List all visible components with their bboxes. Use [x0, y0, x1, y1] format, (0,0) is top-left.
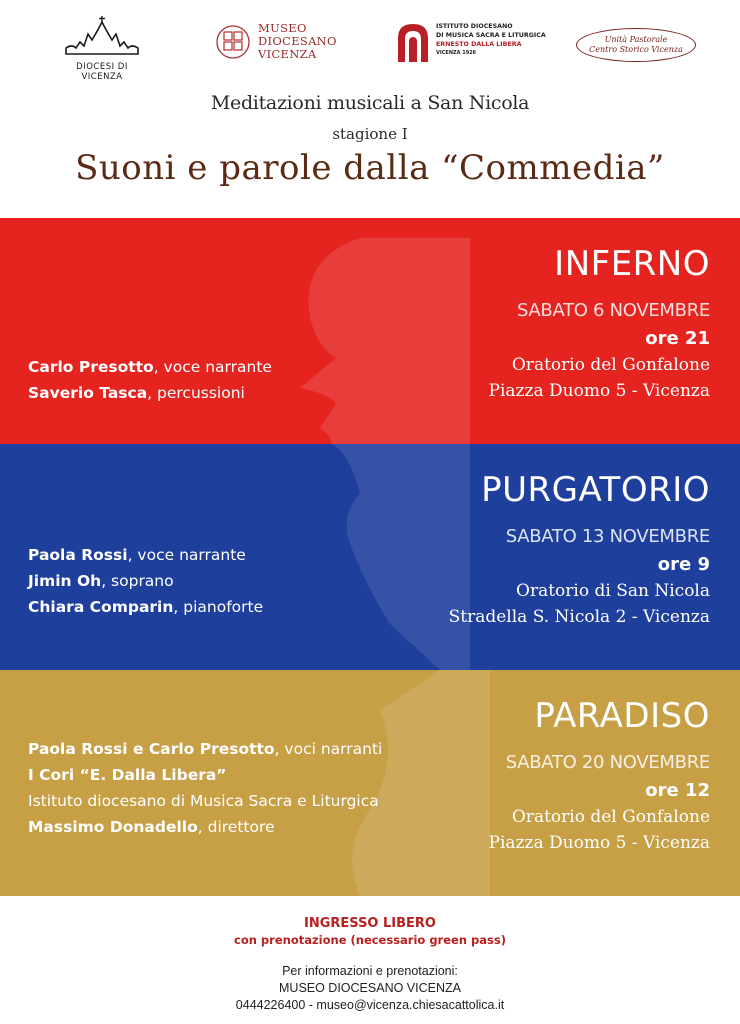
season-label: stagione I [332, 125, 408, 143]
performer-line [28, 354, 272, 380]
performer-name: I Cori “E. Dalla Libera” [28, 766, 227, 784]
inferno-place [489, 352, 710, 404]
performer-role: , voce narrante [127, 546, 246, 564]
inferno-venue: Oratorio del Gonfalone [511, 355, 710, 375]
purgatorio-address: Stradella S. Nicola 2 - Vicenza [448, 607, 710, 627]
paradiso-place [489, 804, 710, 856]
performer-role: , direttore [197, 818, 275, 836]
paradiso-band [0, 670, 740, 896]
performer-line [28, 568, 263, 594]
museo-line-1: MUSEO [258, 21, 307, 35]
performer-role: , soprano [101, 572, 174, 590]
istituto-line-4: VICENZA 1926 [436, 50, 477, 56]
unita-line-1: Unità Pastorale [604, 35, 668, 44]
info-label: Per informazioni e prenotazioni: [282, 964, 458, 978]
paradiso-title: PARADISO [534, 696, 710, 736]
event-series-subtitle: Meditazioni musicali a San Nicola [210, 92, 530, 114]
inferno-performers [28, 354, 272, 406]
performer-role: , voci narranti [274, 740, 383, 758]
performer-line [28, 594, 263, 620]
purgatorio-date: SABATO 13 NOVEMBRE [505, 526, 710, 547]
performer-role: , voce narrante [153, 358, 272, 376]
performer-role: Istituto diocesano di Musica Sacra e Liturgica [28, 792, 379, 810]
istituto-line-1: ISTITUTO DIOCESANO [436, 23, 513, 30]
performer-name: Saverio Tasca [28, 384, 148, 402]
performer-role: , pianoforte [173, 598, 264, 616]
performer-name: Chiara Comparin [28, 598, 174, 616]
purgatorio-place [449, 578, 710, 630]
performer-role: , percussioni [147, 384, 245, 402]
arch-icon [396, 22, 430, 62]
purgatorio-time: ore 9 [657, 554, 710, 575]
page-title: Suoni e parole dalla “Commedia” [75, 148, 665, 188]
inferno-address: Piazza Duomo 5 - Vicenza [488, 381, 710, 401]
dante-profile-icon [240, 444, 470, 670]
paradiso-time: ore 12 [645, 780, 710, 801]
unita-line-2: Centro Storico Vicenza [589, 45, 683, 54]
performer-name: Paola Rossi e Carlo Presotto [28, 740, 275, 758]
organizer-name: MUSEO DIOCESANO VICENZA [279, 981, 461, 995]
diocesi-logo [56, 14, 148, 82]
performer-line [28, 736, 382, 762]
contact-line[interactable]: 0444226400 - museo@vicenza.chiesacattolica.it [235, 998, 505, 1012]
istituto-line-3: ERNESTO DALLA LIBERA [436, 41, 522, 48]
diocesi-label: DIOCESI DI VICENZA [76, 62, 128, 82]
performer-line [28, 762, 382, 788]
museo-line-2: DIOCESANO [258, 34, 337, 48]
museo-logo [214, 14, 364, 72]
performer-line [28, 542, 263, 568]
contact-info [0, 963, 740, 1014]
inferno-time: ore 21 [645, 328, 710, 349]
museo-emblem-icon [214, 20, 252, 64]
purgatorio-title: PURGATORIO [481, 470, 710, 510]
performer-line [28, 814, 382, 840]
performer-line [28, 788, 382, 814]
inferno-band [0, 218, 740, 444]
paradiso-date: SABATO 20 NOVEMBRE [505, 752, 710, 773]
unita-pastorale-logo [576, 28, 696, 62]
performer-name: Massimo Donadello [28, 818, 198, 836]
istituto-line-2: DI MUSICA SACRA E LITURGICA [436, 32, 546, 39]
purgatorio-venue: Oratorio di San Nicola [516, 581, 710, 601]
museo-line-3: VICENZA [258, 47, 317, 61]
performer-name: Jimin Oh [28, 572, 102, 590]
istituto-logo [396, 14, 546, 72]
performer-line [28, 380, 272, 406]
inferno-title: INFERNO [554, 244, 710, 284]
purgatorio-performers [28, 542, 263, 620]
booking-note: con prenotazione (necessario green pass) [234, 933, 506, 947]
paradiso-performers [28, 736, 382, 840]
performer-name: Carlo Presotto [28, 358, 154, 376]
performer-name: Paola Rossi [28, 546, 128, 564]
paradiso-address: Piazza Duomo 5 - Vicenza [488, 833, 710, 853]
purgatorio-band [0, 444, 740, 670]
free-entry-label: INGRESSO LIBERO [304, 916, 436, 931]
cathedral-icon [62, 14, 142, 56]
inferno-date: SABATO 6 NOVEMBRE [516, 300, 710, 321]
dante-profile-icon [240, 238, 470, 444]
paradiso-venue: Oratorio del Gonfalone [511, 807, 710, 827]
